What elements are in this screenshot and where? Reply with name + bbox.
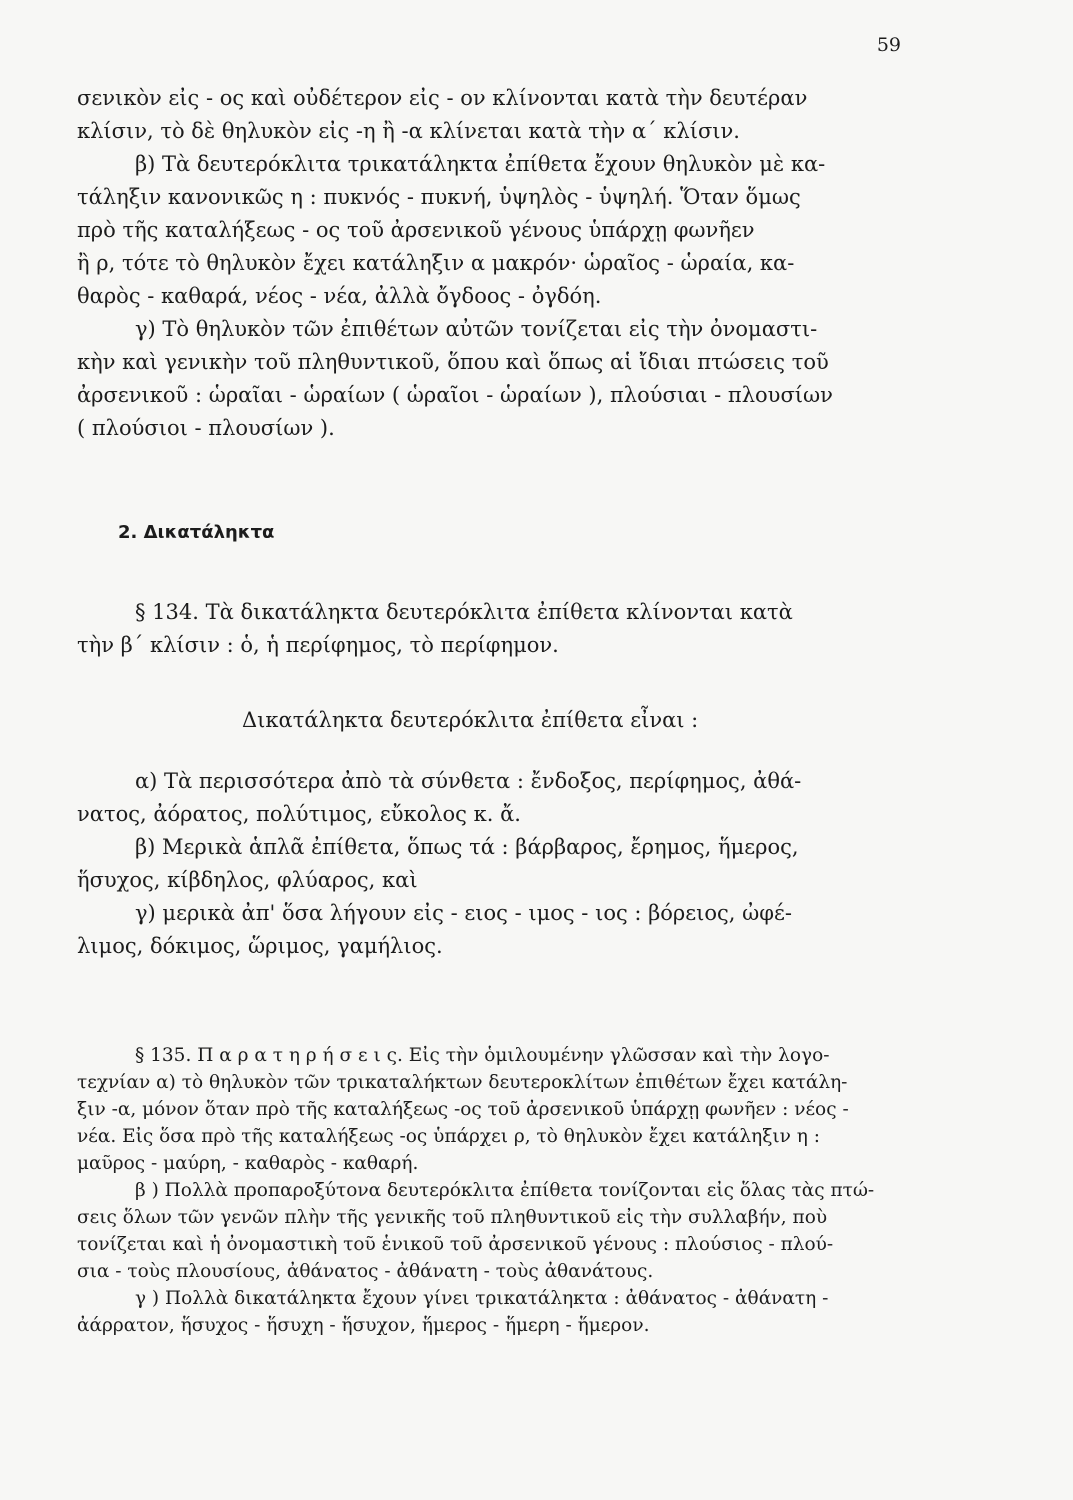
text-line: σεις ὅλων τῶν γενῶν πλὴν τῆς γενικῆς τοῦ πληθυντικοῦ εἰς τὴν συλλαβήν, ποὺ bbox=[77, 1207, 828, 1228]
text-line: λιμος, δόκιμος, ὥριμος, γαμήλιος. bbox=[77, 934, 443, 958]
paragraph-134 bbox=[77, 596, 905, 662]
text-line: νατος, ἀόρατος, πολύτιμος, εὔκολος κ. ἄ. bbox=[77, 802, 521, 826]
text-line: § 134. Τὰ δικατάληκτα δευτερόκλιτα ἐπίθετα κλίνονται κατὰ bbox=[135, 600, 793, 624]
section-heading: 2. Δικατάληκτα bbox=[118, 522, 275, 543]
list-title: Δικατάληκτα δευτερόκλιτα ἐπίθετα εἶναι : bbox=[242, 708, 699, 732]
text-line: § 135. Π α ρ α τ η ρ ή σ ε ι ς. Εἰς τὴν ὁμιλουμένην γλῶσσαν καὶ τὴν λογο- bbox=[135, 1045, 830, 1066]
text-line: τάληξιν κανονικῶς η : πυκνός - πυκνή, ὑψηλὸς - ὑψηλή. Ὅταν ὅμως bbox=[77, 185, 801, 209]
text-line: τονίζεται καὶ ἡ ὀνομαστικὴ τοῦ ἑνικοῦ τοῦ ἀρσενικοῦ γένους : πλούσιος - πλού- bbox=[77, 1234, 834, 1255]
text-line: ἀρσενικοῦ : ὡραῖαι - ὡραίων ( ὡραῖοι - ὡραίων ), πλούσιαι - πλουσίων bbox=[77, 383, 833, 407]
text-line: ἥσυχος, κίβδηλος, φλύαρος, καὶ bbox=[77, 868, 418, 892]
text-line: β) Τὰ δευτερόκλιτα τρικατάληκτα ἐπίθετα ἔχουν θηλυκὸν μὲ κα- bbox=[135, 152, 826, 176]
text-line: β) Μερικὰ ἁπλᾶ ἐπίθετα, ὅπως τά : βάρβαρος, ἔρημος, ἥμερος, bbox=[135, 835, 799, 859]
text-line: γ ) Πολλὰ δικατάληκτα ἔχουν γίνει τρικατάληκτα : ἀθάνατος - ἀθάνατη - bbox=[135, 1288, 829, 1309]
text-line: θαρὸς - καθαρά, νέος - νέα, ἀλλὰ ὄγδοος - ὀγδόη. bbox=[77, 284, 602, 308]
text-line: τὴν β΄ κλίσιν : ὁ, ἡ περίφημος, τὸ περίφημον. bbox=[77, 633, 559, 657]
text-line: ( πλούσιοι - πλουσίων ). bbox=[77, 416, 335, 440]
text-line: ξιν -α, μόνον ὅταν πρὸ τῆς καταλήξεως -ος τοῦ ἀρσενικοῦ ὑπάρχῃ φωνῆεν : νέος - bbox=[77, 1099, 849, 1120]
paragraph-adjective-declension bbox=[77, 82, 905, 445]
text-line: κὴν καὶ γενικὴν τοῦ πληθυντικοῦ, ὅπου καὶ ὅπως αἱ ἴδιαι πτώσεις τοῦ bbox=[77, 350, 829, 374]
text-line: γ) μερικὰ ἀπ' ὅσα λήγουν εἰς - ειος - ιμος - ιος : βόρειος, ὠφέ- bbox=[135, 901, 792, 925]
text-line: νέα. Εἰς ὅσα πρὸ τῆς καταλήξεως -ος ὑπάρχει ρ, τὸ θηλυκὸν ἔχει κατάληξιν η : bbox=[77, 1126, 820, 1147]
text-line: ἢ ρ, τότε τὸ θηλυκὸν ἔχει κατάληξιν α μακρόν· ὡραῖος - ὡραία, κα- bbox=[77, 251, 795, 275]
text-line: α) Τὰ περισσότερα ἀπὸ τὰ σύνθετα : ἔνδοξος, περίφημος, ἀθά- bbox=[135, 769, 802, 793]
text-line: ἀάρρατον, ἥσυχος - ἥσυχη - ἥσυχον, ἥμερος - ἥμερη - ἥμερον. bbox=[77, 1315, 650, 1336]
page-number: 59 bbox=[876, 34, 901, 56]
text-line: κλίσιν, τὸ δὲ θηλυκὸν εἰς -η ἢ -α κλίνεται κατὰ τὴν α΄ κλίσιν. bbox=[77, 119, 740, 143]
text-line: γ) Τὸ θηλυκὸν τῶν ἐπιθέτων αὐτῶν τονίζεται εἰς τὴν ὀνομαστι- bbox=[135, 317, 818, 341]
text-line: τεχνίαν α) τὸ θηλυκὸν τῶν τρικαταλήκτων δευτεροκλίτων ἐπιθέτων ἔχει κατάλη- bbox=[77, 1072, 848, 1093]
text-line: σενικὸν εἰς - ος καὶ οὐδέτερον εἰς - ον κλίνονται κατὰ τὴν δευτέραν bbox=[77, 86, 808, 110]
paragraph-list bbox=[77, 704, 905, 963]
text-line: β ) Πολλὰ προπαροξύτονα δευτερόκλιτα ἐπίθετα τονίζονται εἰς ὅλας τὰς πτώ- bbox=[135, 1180, 875, 1201]
paragraph-135-notes bbox=[77, 1042, 905, 1339]
text-line: σια - τοὺς πλουσίους, ἀθάνατος - ἀθάνατη - τοὺς ἀθανάτους. bbox=[77, 1261, 654, 1282]
text-line: πρὸ τῆς καταλήξεως - ος τοῦ ἀρσενικοῦ γένους ὑπάρχῃ φωνῆεν bbox=[77, 218, 755, 242]
text-line: μαῦρος - μαύρη, - καθαρὸς - καθαρή. bbox=[77, 1153, 419, 1174]
